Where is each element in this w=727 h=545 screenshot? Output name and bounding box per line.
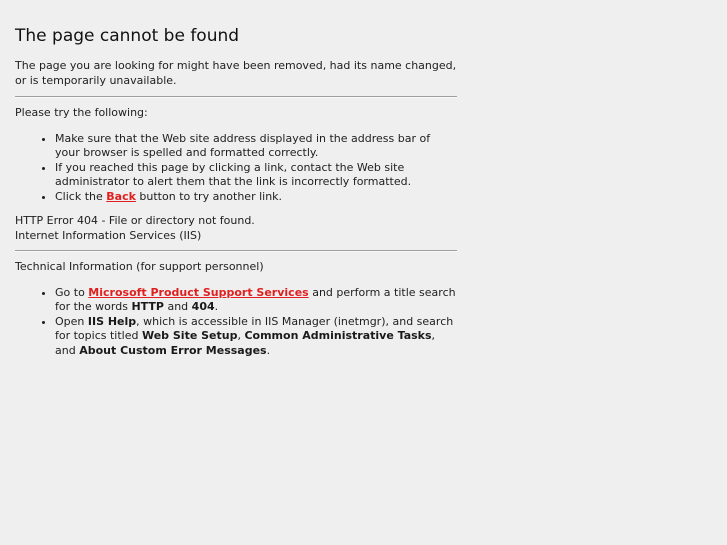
text-segment: button to try another link. bbox=[135, 189, 283, 203]
error-page-content bbox=[15, 26, 457, 358]
http-error-code-line: HTTP Error 404 - File or directory not found. bbox=[15, 214, 255, 227]
suggestion-list bbox=[15, 132, 457, 205]
emphasized-text: 404 bbox=[191, 300, 215, 313]
error-page bbox=[0, 0, 470, 358]
text-segment: . bbox=[214, 300, 219, 313]
page-title: The page cannot be found bbox=[15, 26, 240, 46]
text-segment: , which is accessible in IIS Manager (inetmgr), and search for topics titled bbox=[55, 314, 454, 342]
emphasized-text: IIS Help bbox=[87, 314, 137, 328]
error-description: The page you are looking for might have been removed, had its name changed, or is temporarily unavailable. bbox=[15, 59, 457, 87]
text-segment: If you reached this page by clicking a link, contact the Web site administrator to alert them that the link is incorrectly formatted. bbox=[55, 160, 412, 188]
text-segment: . bbox=[266, 343, 271, 357]
text-segment: Click the bbox=[55, 189, 107, 203]
technical-info-list bbox=[15, 286, 457, 359]
microsoft-product-support-services-link[interactable]: Microsoft Product Support Services bbox=[88, 285, 309, 299]
text-segment: Make sure that the Web site address displayed in the address bar of your browser is spelled and formatted correctly. bbox=[55, 131, 431, 159]
list-item bbox=[55, 161, 457, 190]
text-segment: Open bbox=[55, 314, 88, 328]
list-item bbox=[55, 132, 457, 161]
emphasized-text: Common Administrative Tasks bbox=[244, 329, 432, 342]
divider bbox=[15, 250, 457, 252]
error-status-block bbox=[15, 214, 457, 243]
emphasized-text: About Custom Error Messages bbox=[79, 343, 267, 357]
list-item bbox=[55, 190, 457, 205]
list-item bbox=[55, 315, 457, 359]
list-item bbox=[55, 286, 457, 315]
text-segment: Go to bbox=[55, 285, 89, 299]
emphasized-text: Web Site Setup bbox=[141, 329, 238, 342]
try-following-heading: Please try the following: bbox=[15, 106, 148, 119]
text-segment: and perform a title search for the words bbox=[55, 285, 456, 313]
server-name-line: Internet Information Services (IIS) bbox=[15, 228, 202, 242]
divider bbox=[15, 96, 457, 98]
back-link[interactable]: Back bbox=[106, 189, 136, 203]
emphasized-text: HTTP bbox=[131, 300, 164, 313]
text-segment: , and bbox=[55, 329, 436, 357]
text-segment: , bbox=[237, 329, 245, 342]
technical-information-heading: Technical Information (for support personnel) bbox=[15, 260, 264, 273]
text-segment: and bbox=[163, 300, 192, 313]
